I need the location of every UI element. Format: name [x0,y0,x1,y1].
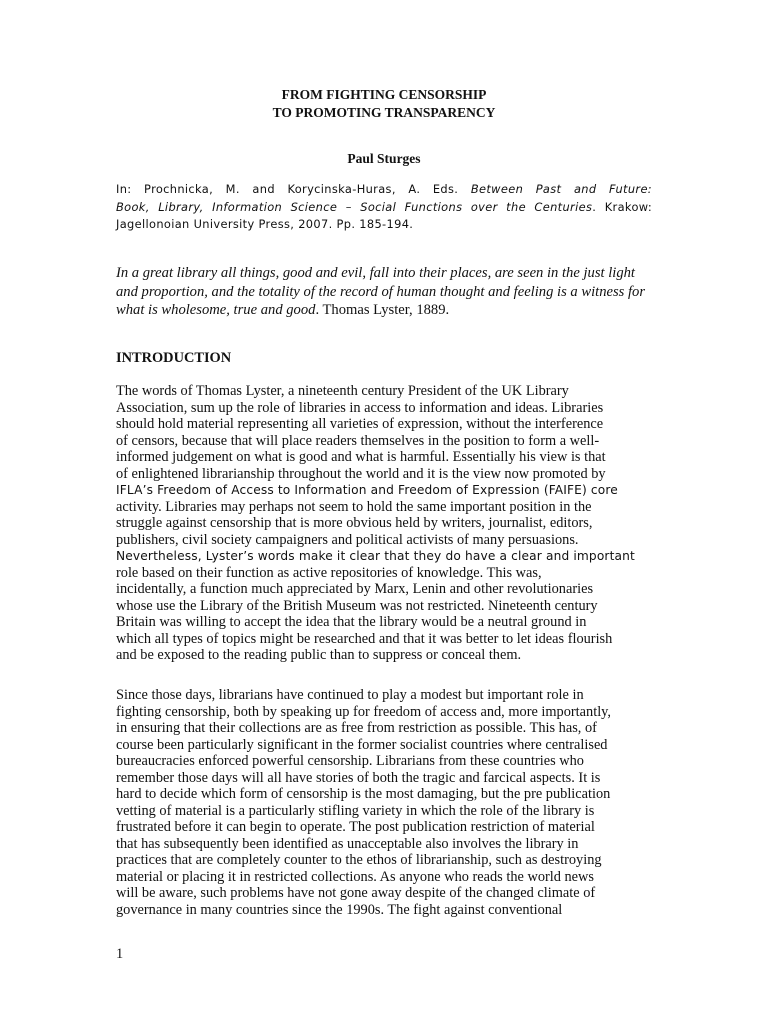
text-line: The words of Thomas Lyster, a nineteenth century President of the UK Library [116,383,569,399]
section-heading: INTRODUCTION [116,350,232,366]
title-line-1: FROM FIGHTING CENSORSHIP [281,87,487,102]
text-line: that has subsequently been identified as unacceptable also involves the library in [116,835,579,852]
title-line-2: TO PROMOTING TRANSPARENCY [272,105,496,120]
citation [116,181,652,234]
citation-book-title-part-2: Book, Library, Information Science – Social Functions over the Centuries [116,199,593,214]
page-number: 1 [116,946,124,962]
text-line: role based on their function as active repositories of knowledge. This was, [116,564,542,581]
text-line: governance in many countries since the 1990s. The fight against conventional [116,901,563,918]
text-line: fighting censorship, both by speaking up for freedom of access and, more importantly, [116,703,611,720]
text-line: vetting of material is a particularly stifling variety in which the role of the library is [116,802,595,819]
citation-line-2 [116,199,652,217]
text-line: practices that are completely counter to the ethos of librarianship, such as destroying [116,852,602,868]
text-line: incidentally, a function much appreciated by Marx, Lenin and other revolutionaries [116,581,594,597]
text-line: material or placing it in restricted collections. As anyone who reads the world news [116,868,594,885]
text-line: in ensuring that their collections are as free from restriction as possible. This has, of [116,720,597,736]
epigraph [116,264,652,320]
epigraph-quote: In a great library all things, good and evil, fall into their places, are seen in the just light and proportion, and the totality of the record of human thought and feeling is a witness for what is wholesome, true and good [116,265,646,319]
citation-line-1 [116,181,652,199]
text-line: should hold material representing all varieties of expression, without the interference [116,416,604,432]
citation-prefix: In: Prochnicka, M. and Korycinska-Huras, A. Eds. [116,182,471,196]
text-line: whose use the Library of the British Museum was not restricted. Nineteenth century [116,597,598,614]
text-line: of enlightened librarianship throughout the world and it is the view now promoted by [116,465,606,482]
text-line: Association, sum up the role of libraries in access to information and ideas. Libraries [116,399,604,416]
text-line: Nevertheless, Lyster’s words make it clear that they do have a clear and important [116,549,635,563]
text-line: activity. Libraries may perhaps not seem to hold the same important position in the [116,498,592,515]
text-line: of censors, because that will place readers themselves in the position to form a well- [116,432,600,449]
text-line: course been particularly significant in the former socialist countries where centralised [116,736,608,753]
paragraph-2 [116,687,656,918]
citation-book-title-part-1: Between Past and Future: [470,182,652,196]
text-line: Britain was willing to accept the idea that the library would be a neutral ground in [116,614,587,630]
text-line: remember those days will all have stories of both the tragic and farcical aspects. It is [116,769,601,786]
text-line: bureaucracies enforced powerful censorship. Librarians from these countries who [116,753,584,769]
citation-line-3: Jagellonoian University Press, 2007. Pp. 185-194. [116,217,414,231]
citation-publisher-part-1: . Krakow: [592,199,653,214]
text-line: informed judgement on what is good and what is harmful. Essentially his view is that [116,449,606,465]
epigraph-attribution: . Thomas Lyster, 1889. [315,302,450,319]
text-line: will be aware, such problems have not gone away despite of the changed climate of [116,885,596,901]
author-name: Paul Sturges [347,151,421,166]
text-line: IFLA’s Freedom of Access to Information and Freedom of Expression (FAIFE) core [116,483,618,497]
text-line: which all types of topics might be researched and that it was better to let ideas flourish [116,630,613,647]
text-line: Since those days, librarians have continued to play a modest but important role in [116,687,584,703]
text-line: struggle against censorship that is more obvious held by writers, journalist, editors, [116,515,593,531]
paragraph-1 [116,383,656,664]
text-line: hard to decide which form of censorship is the most damaging, but the pre publication [116,786,611,802]
text-line: frustrated before it can begin to operate. The post publication restriction of material [116,819,595,835]
text-line: publishers, civil society campaigners and political activists of many persuasions. [116,531,579,548]
text-line: and be exposed to the reading public than to suppress or conceal them. [116,647,522,663]
